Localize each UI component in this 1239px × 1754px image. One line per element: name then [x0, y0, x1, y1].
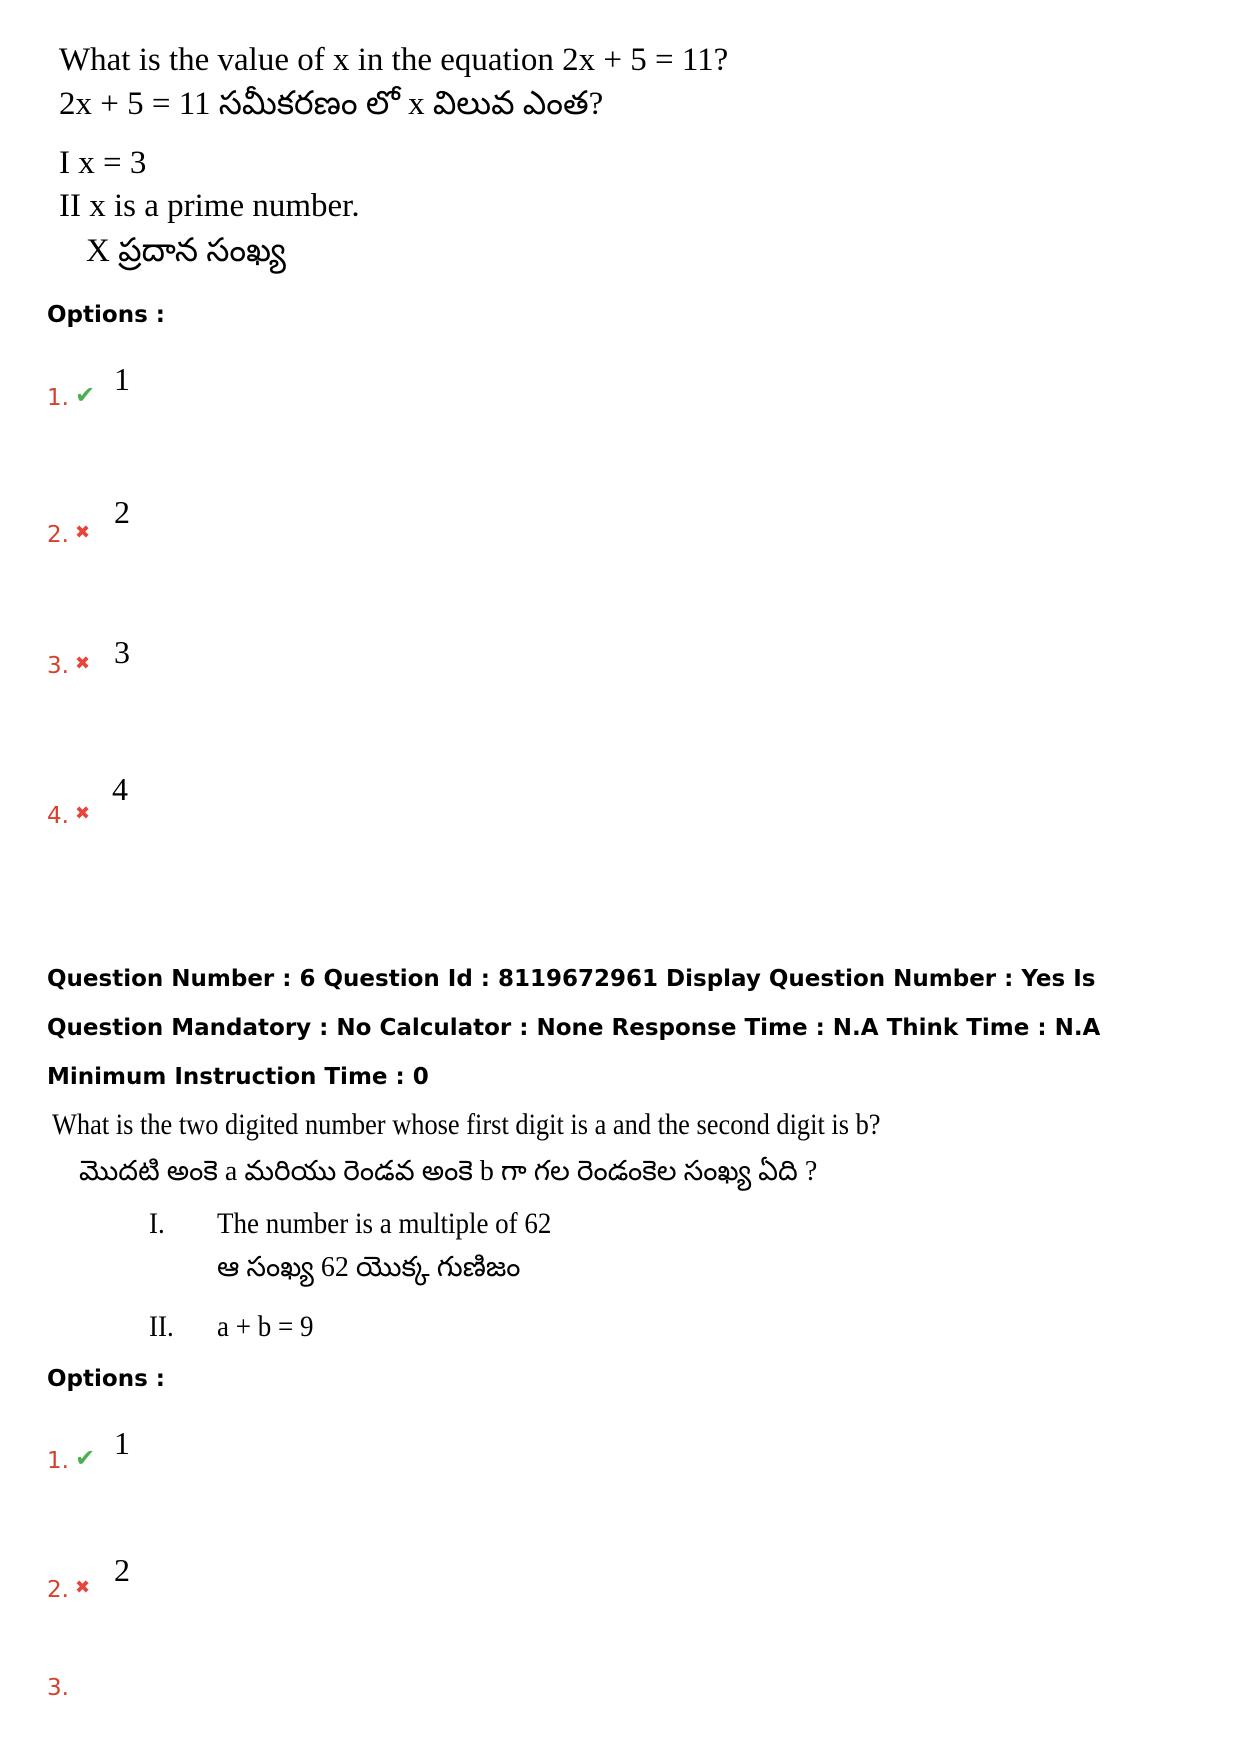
- q2-stmt1-te: ఆ సంఖ్య 62 యొక్క గుణిజం: [217, 1252, 521, 1283]
- q1-statement-2-te: X ప్రదాన సంఖ్య: [86, 233, 286, 269]
- q1-option-4-value: 4: [112, 771, 128, 807]
- q1-option-1-value: 1: [114, 361, 130, 397]
- q1-option-2[interactable]: [47, 522, 90, 548]
- q1-statement-1: I x = 3: [59, 145, 147, 181]
- q2-option-3[interactable]: [47, 1675, 69, 1701]
- q1-option-3[interactable]: [47, 653, 90, 679]
- option-number: 2.: [47, 1577, 69, 1603]
- q1-question-te: 2x + 5 = 11 సమీకరణం లో x విలువ ఎంత?: [59, 86, 604, 122]
- q2-option-1-value: 1: [114, 1425, 130, 1461]
- check-icon: ✔: [74, 1444, 96, 1472]
- q2-question-te: మొదటి అంకె a మరియు రెండవ అంకె b గా గల రెండంకెల సంఖ్య ఏది ?: [79, 1156, 818, 1187]
- q2-option-2-value: 2: [114, 1552, 130, 1588]
- option-number: 3.: [47, 1675, 69, 1701]
- cross-icon: ✖: [74, 1577, 91, 1598]
- q1-options-label: Options :: [47, 302, 165, 328]
- q2-stmt2-text: a + b = 9: [217, 1310, 314, 1343]
- q2-options-label: Options :: [47, 1366, 165, 1392]
- check-icon: ✔: [74, 381, 96, 409]
- q1-statement-2: II x is a prime number.: [59, 188, 360, 224]
- option-number: 3.: [47, 653, 69, 679]
- cross-icon: ✖: [74, 522, 91, 543]
- q2-stmt1-roman: I.: [149, 1207, 165, 1240]
- q2-question-en: What is the two digited number whose first digit is a and the second digit is b?: [52, 1108, 881, 1141]
- cross-icon: ✖: [74, 653, 91, 674]
- q1-question-en: What is the value of x in the equation 2x + 5 = 11?: [59, 42, 729, 78]
- q1-option-3-value: 3: [114, 634, 130, 670]
- q2-meta: Question Number : 6 Question Id : 8119672961 Display Question Number : Yes Is Question Mandatory : No Calculator : None Response Time : N.A Think Time : N.A Minimum Instruction Time : 0: [47, 966, 1101, 1090]
- option-number: 2.: [47, 522, 69, 548]
- option-number: 1.: [47, 1448, 69, 1474]
- cross-icon: ✖: [74, 803, 91, 824]
- option-number: 4.: [47, 803, 69, 829]
- q1-option-1[interactable]: [47, 381, 95, 411]
- q2-option-1[interactable]: [47, 1444, 95, 1474]
- q1-option-2-value: 2: [114, 494, 130, 530]
- q1-option-4[interactable]: [47, 803, 90, 829]
- q2-option-2[interactable]: [47, 1577, 90, 1603]
- option-number: 1.: [47, 385, 69, 411]
- q2-stmt2-roman: II.: [149, 1310, 174, 1343]
- q2-stmt1-text: The number is a multiple of 62: [217, 1207, 552, 1240]
